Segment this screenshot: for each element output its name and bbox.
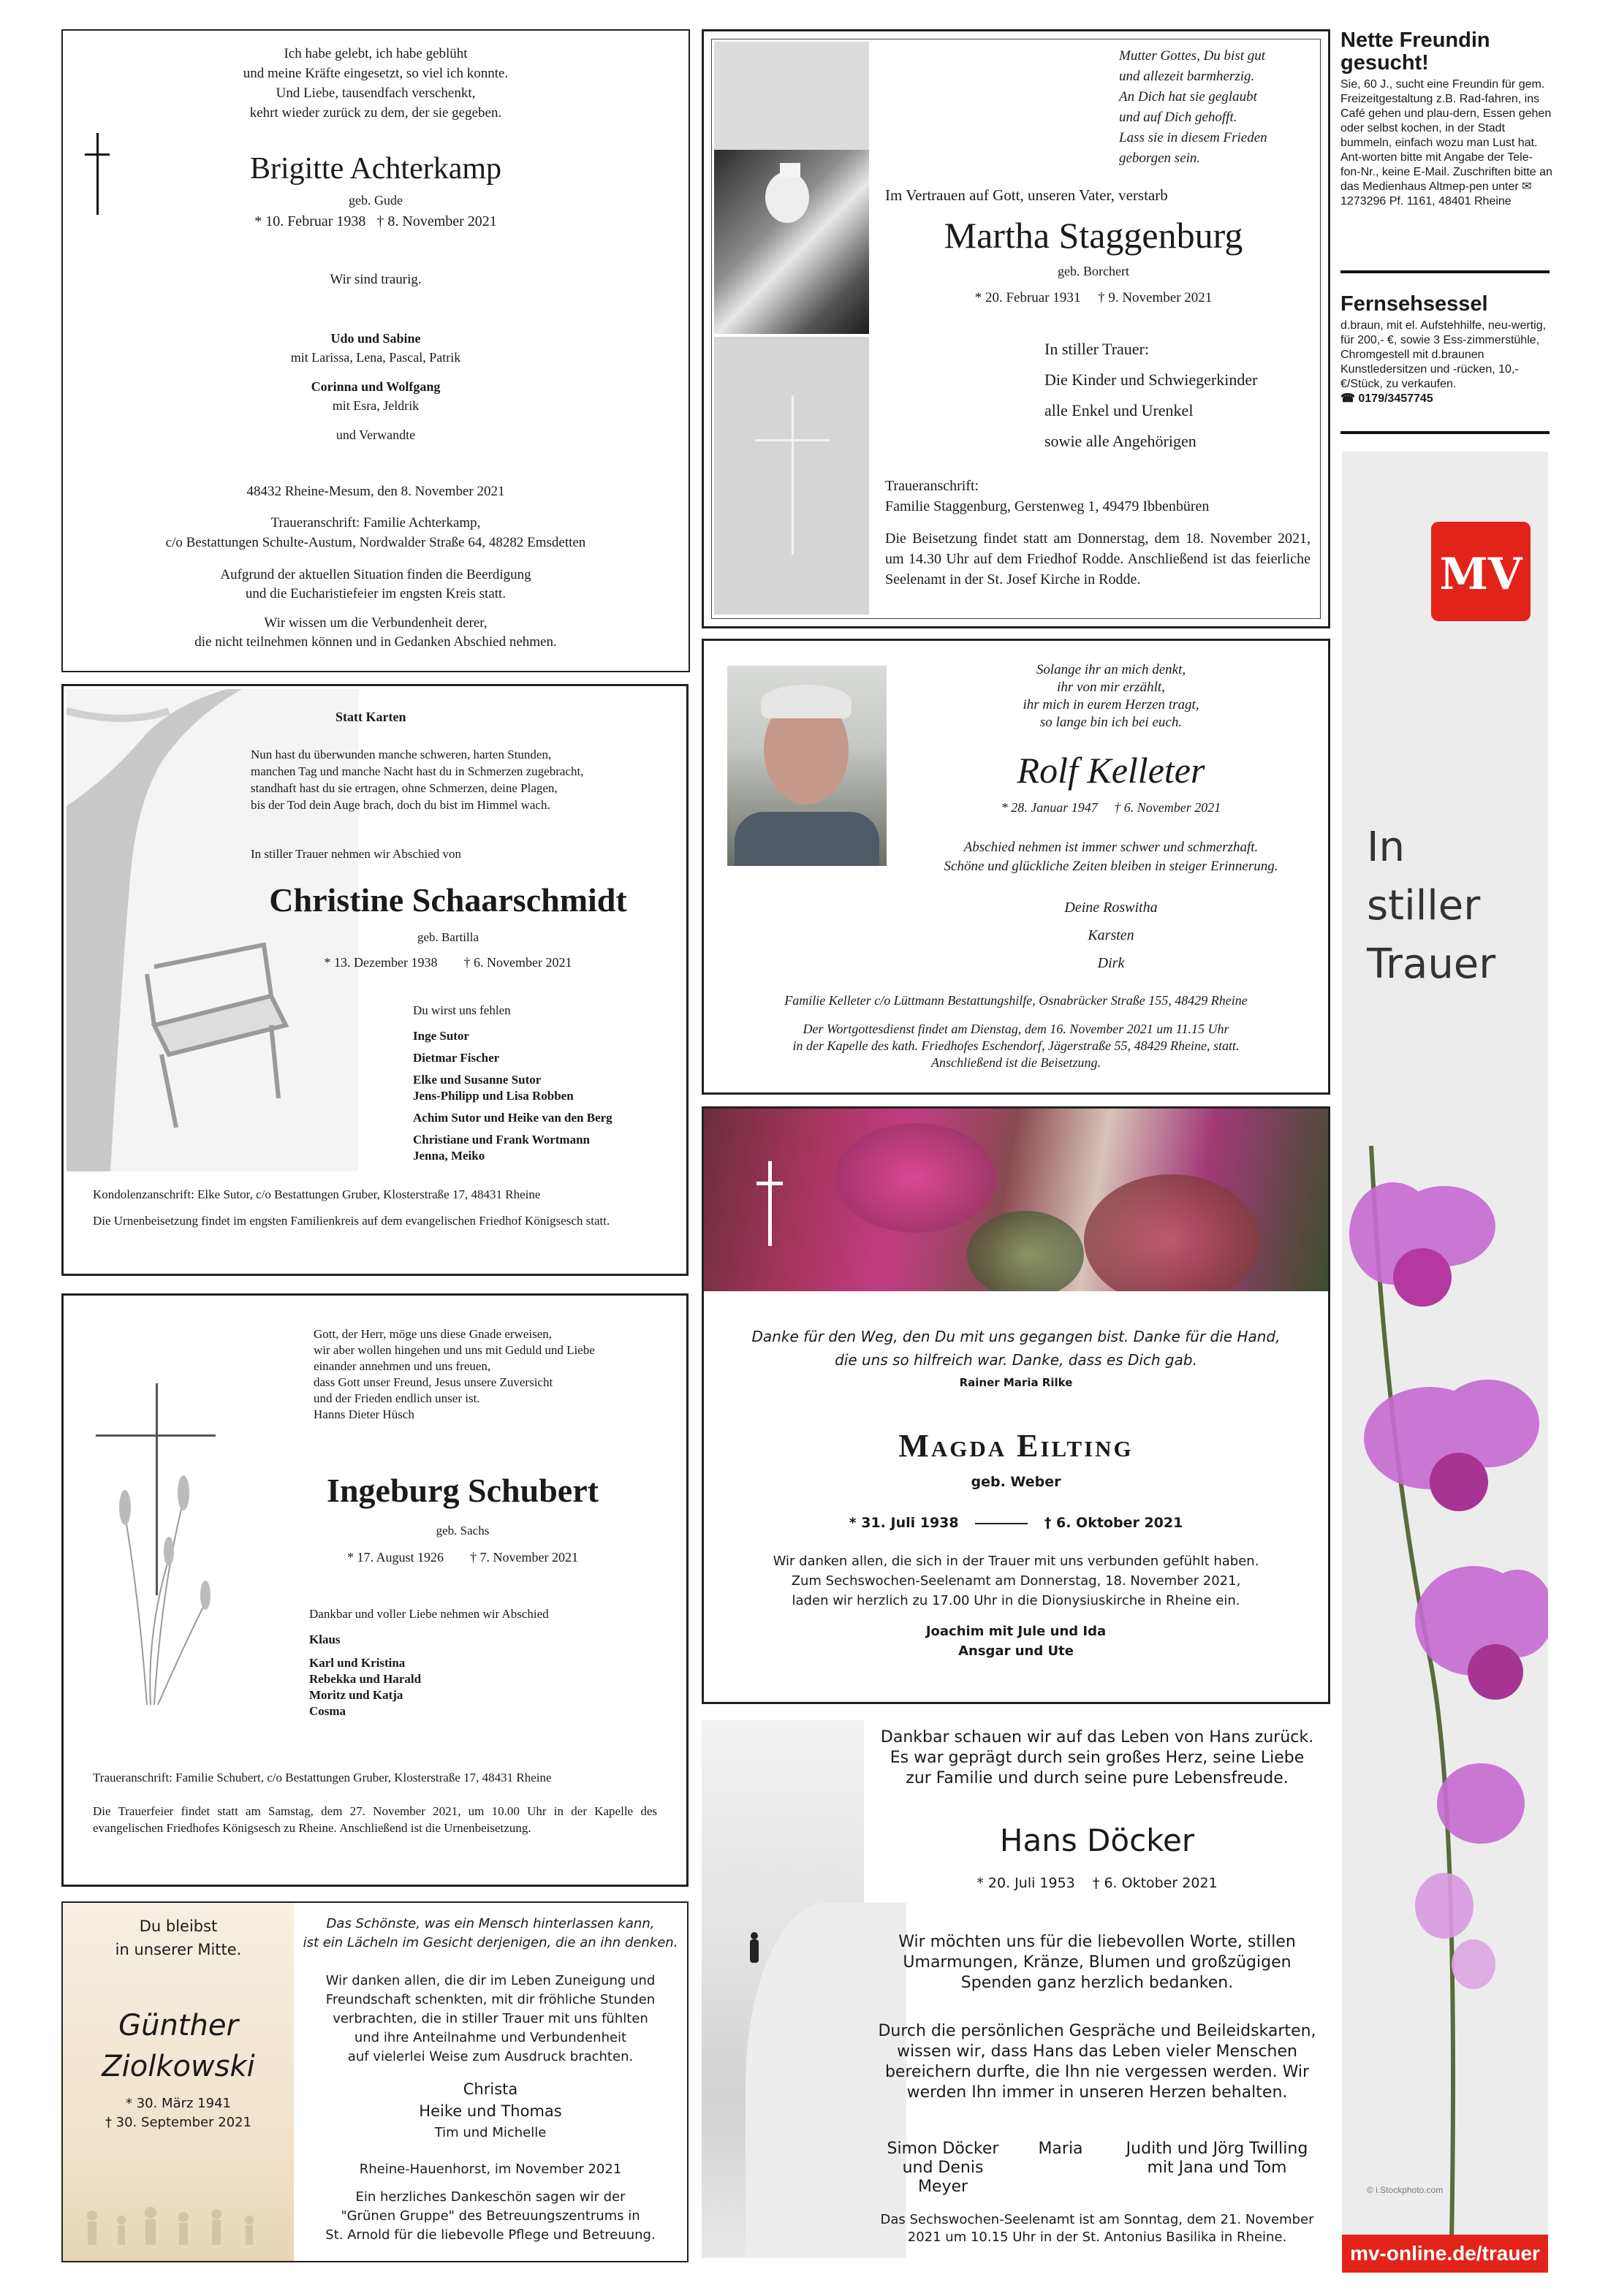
intro: Dankbar und voller Liebe nehmen wir Abschied [309, 1607, 549, 1621]
text-line: bereichern durfte, die Ihn nie vergessen werden. Wir [884, 2063, 1310, 2081]
poem-line: Und Liebe, tausendfach verschenkt, [276, 85, 476, 101]
text-line: Wir danken allen, die dir im Leben Zuneigung und [325, 1973, 656, 1988]
family-member: Rebekka und Harald [309, 1672, 422, 1686]
banner-line: In [1367, 824, 1406, 871]
poem-line: Gott, der Herr, möge uns diese Gnade erweisen, [314, 1327, 552, 1341]
family-member: Judith und Jörg Twilling [1126, 2140, 1308, 2158]
quote-line: ist ein Lächeln im Gesicht derjenigen, die an ihn denken. [303, 1935, 678, 1950]
quote-line: Danke für den Weg, den Du mit uns gegangen bist. Danke für die Hand, [751, 1328, 1281, 1345]
family [901, 894, 1321, 977]
intro: Im Vertrauen auf Gott, unseren Vater, verstarb [885, 186, 1168, 204]
dates: * 28. Januar 1947 † 6. November 2021 [1001, 800, 1221, 815]
quote [901, 838, 1321, 876]
deceased-name [63, 2005, 294, 2087]
text-line: Umarmungen, Kränze, Blumen und großzügigen [903, 1953, 1292, 1972]
text-line: wissen wir, dass Hans das Leben vieler Menschen [897, 2042, 1297, 2061]
note-line: Aufgrund der aktuellen Situation finden die Beerdigung [220, 567, 531, 582]
miss-text: Du wirst uns fehlen [413, 1003, 511, 1017]
text-line: werden Ihn immer in unseren Herzen behalten. [906, 2083, 1288, 2102]
madonna-image [714, 42, 869, 334]
ad-text: d.braun, mit el. Aufstehhilfe, neu-wertig, für 200,- €, sowie 3 Ess-zimmerstühle, Chromgestell mit d.braunen Kunstledersitzen und -rücken, 10,- €/Stück, zu verkaufen. [1340, 319, 1547, 390]
notice-schubert [61, 1293, 689, 1887]
mv-logo-text: MV [1439, 549, 1522, 600]
note-line: die nicht teilnehmen können und in Gedanken Abschied nehmen. [194, 634, 557, 650]
address: Familie Kelleter c/o Lüttmann Bestattungshilfe, Osnabrücker Straße 155, 48429 Rheine [784, 993, 1248, 1008]
nee: geb. Borchert [1058, 264, 1129, 278]
family-1 [877, 2140, 1009, 2197]
family [704, 1622, 1328, 1661]
deceased-name: Magda Eilting [898, 1428, 1134, 1464]
text-line: Zum Sechswochen-Seelenamt am Donnerstag, 18. November 2021, [791, 1573, 1241, 1589]
quote-line: Das Schönste, was ein Mensch hinterlassen kann, [326, 1916, 655, 1931]
note: Die Urnenbeisetzung findet im engsten Familienkreis auf dem evangelischen Friedhof Königsesch statt. [93, 1214, 610, 1228]
notice-staggenburg [702, 29, 1330, 628]
footer [864, 2211, 1330, 2246]
text-line: "Grünen Gruppe" des Betreuungszentrums in [341, 2208, 640, 2224]
poem-line: Nun hast du überwunden manche schweren, harten Stunden, [251, 748, 552, 761]
text-line: und ihre Anteilnahme und Verbundenheit [354, 2030, 627, 2045]
quote [294, 1915, 687, 1953]
text-line: St. Arnold für die liebevolle Pflege und Betreuung. [325, 2227, 656, 2243]
family-member: Moritz und Katja [309, 1688, 403, 1702]
nee: geb. Bartilla [417, 930, 479, 944]
deceased-name: Christine Schaarschmidt [269, 881, 627, 919]
service-line: Der Wortgottesdienst findet am Dienstag, dem 16. November 2021 um 11.15 Uhr [803, 1022, 1229, 1036]
ad-phone: ☎ 0179/3457745 [1340, 392, 1433, 405]
address [885, 476, 1209, 517]
thanks-text [704, 1551, 1328, 1611]
poem-line: kehrt wieder zurück zu dem, der sie gegeben. [249, 105, 502, 121]
special-thanks [294, 2188, 687, 2245]
address [63, 513, 689, 552]
family-member: Elke und Susanne Sutor [413, 1073, 542, 1087]
image-credit: © i.Stockphoto.com [1367, 2185, 1444, 2195]
text-line: Wir möchten uns für die liebevollen Worte, stillen [898, 1933, 1296, 1951]
poem-line: ihr von mir erzählt, [1057, 680, 1165, 695]
poem [251, 746, 583, 813]
poem-line: und allezeit barmherzig. [1119, 69, 1255, 84]
family-member: Joachim mit Jule und Ida [925, 1624, 1107, 1639]
family-member: Karsten [1088, 927, 1134, 943]
family-member: mit Larissa, Lena, Pascal, Patrik [290, 350, 461, 365]
poem-line: und meine Kräfte eingesetzt, so viel ich konnte. [243, 66, 509, 81]
poem-line: Solange ihr an mich denkt, [1036, 662, 1186, 677]
orchid-image [1342, 1146, 1548, 2242]
birth-date: * 30. März 1941 [125, 2096, 231, 2111]
deceased-name: Brigitte Achterkamp [249, 152, 502, 186]
notice-schaarschmidt [61, 684, 689, 1276]
mourner: In stiller Trauer: [1044, 340, 1149, 358]
text-line: Spenden ganz herzlich bedanken. [960, 1974, 1234, 1992]
ad-separator [1340, 270, 1550, 273]
family-member: Dietmar Fischer [413, 1051, 500, 1065]
dates: * 20. Februar 1931 † 9. November 2021 [974, 290, 1213, 305]
family-3 [1111, 2140, 1323, 2178]
dates: * 10. Februar 1938 † 8. November 2021 [254, 213, 497, 229]
family-member: Jenna, Meiko [413, 1149, 485, 1163]
statt-karten: Statt Karten [335, 710, 406, 724]
poem-author: Hanns Dieter Hüsch [314, 1407, 414, 1421]
thanks-1 [864, 1932, 1330, 1993]
family-member: Inge Sutor [413, 1029, 469, 1043]
family-member: Tim und Michelle [434, 2125, 547, 2140]
nee: geb. Sachs [436, 1524, 490, 1537]
beach-image [702, 1720, 864, 2258]
text-line: Durch die persönlichen Gespräche und Beileidskarten, [878, 2022, 1316, 2040]
family-member: Simon Döcker [887, 2140, 999, 2158]
family [63, 329, 689, 444]
family-member: Karl und Kristina [309, 1656, 406, 1670]
intro: In stiller Trauer nehmen wir Abschied von [251, 847, 462, 861]
mourners [1044, 334, 1257, 457]
quote-line: Schöne und glückliche Zeiten bleiben in steiger Erinnerung. [944, 859, 1278, 874]
family-member: Christa [463, 2080, 518, 2098]
place-date: 48432 Rheine-Mesum, den 8. November 2021 [246, 484, 505, 499]
mourner: sowie alle Angehörigen [1044, 432, 1196, 450]
text-line: verbrachten, die in stiller Trauer mit uns fühlten [333, 2011, 648, 2026]
ad-text: Sie, 60 J., sucht eine Freundin für gem. Freizeitgestaltung z.B. Rad-fahren, ins Café gehen und plau-dern, Essen gehen oder selbst kochen, in der Stadt bummeln, einfach wozu man Lust hat. Ant-worten bitte mit Angabe der Tele-fon-Nr., keine E-Mail. Zuschriften bitte an das Medienhaus Altmep-pen unter ✉ 1273296 Pf. 1161, 48401 Rheine [1340, 78, 1552, 208]
address-line: Traueranschrift: Familie Achterkamp, [270, 515, 481, 531]
quote-author: Rainer Maria Rilke [959, 1376, 1073, 1389]
notice-ziolkowski [61, 1901, 689, 2262]
poem-line: dass Gott unser Freund, Jesus unsere Zuversicht [314, 1375, 553, 1389]
poem-line: standhaft hast du sie ertragen, ohne Schmerzen, deine Plagen, [251, 781, 558, 795]
poem-line: Ich habe gelebt, ich habe geblüht [284, 46, 468, 61]
notice-doecker [702, 1720, 1330, 2258]
note-line: und die Eucharistiefeier im engsten Kreis statt. [245, 586, 507, 601]
poem-line: manchen Tag und manche Nacht hast du in Schmerzen zugebracht, [251, 764, 584, 778]
family-member: mit Jana und Tom [1147, 2159, 1287, 2177]
note [63, 566, 689, 652]
notice-eilting [702, 1106, 1330, 1704]
heading [63, 1915, 294, 1961]
mourner: Die Kinder und Schwiegerkinder [1044, 370, 1258, 389]
family-member: Udo und Sabine [330, 331, 421, 346]
text-line: laden wir herzlich zu 17.00 Uhr in die Dionysiuskirche in Rheine ein. [792, 1593, 1240, 1608]
dates: * 17. August 1926 † 7. November 2021 [347, 1550, 578, 1565]
ad-separator [1340, 431, 1550, 434]
nee: geb. Weber [971, 1474, 1061, 1490]
family-member: Achim Sutor und Heike van den Berg [413, 1111, 613, 1125]
cross-panel [714, 337, 869, 615]
family-member: Corinna und Wolfgang [311, 379, 441, 394]
intro-line: Dankbar schauen wir auf das Leben von Hans zurück. [880, 1728, 1314, 1746]
family [413, 1028, 613, 1164]
deceased-name: Ingeburg Schubert [327, 1472, 599, 1509]
family-member: Ansgar und Ute [958, 1643, 1074, 1659]
wheat-cross-image [96, 1339, 235, 1705]
birth-date: * 31. Juli 1938 [849, 1515, 959, 1531]
deceased-name: Hans Döcker [999, 1822, 1195, 1858]
footer-line: Das Sechswochen-Seelenamt ist am Sonntag, dem 21. November [880, 2212, 1314, 2227]
last-name: Ziolkowski [102, 2050, 255, 2083]
thanks-text [294, 1972, 687, 2067]
banner-line: stiller [1367, 882, 1481, 930]
deceased-name: Rolf Kelleter [1017, 750, 1205, 791]
family-member: mit Esra, Jeldrik [332, 398, 420, 413]
family-member: Heike und Thomas [419, 2102, 562, 2120]
mv-logo [1431, 522, 1531, 621]
quote-line: Abschied nehmen ist immer schwer und schmerzhaft. [963, 840, 1259, 855]
place-date: Rheine-Hauenhorst, im November 2021 [359, 2162, 622, 2177]
ad-title: Nette Freundin gesucht! [1340, 28, 1490, 75]
intro [864, 1727, 1330, 1789]
poem [314, 1326, 595, 1423]
quote-line: die uns so hilfreich war. Danke, dass es Dich gab. [835, 1351, 1197, 1369]
address: Kondolenzanschrift: Elke Sutor, c/o Bestattungen Gruber, Klosterstraße 17, 48431 Rheine [93, 1187, 541, 1201]
deceased-name: Martha Staggenburg [944, 215, 1243, 256]
heading-line: in unserer Mitte. [115, 1941, 242, 1958]
service-line: Anschließend ist die Beisetzung. [931, 1055, 1101, 1070]
banner-url-bar[interactable] [1342, 2235, 1548, 2273]
service-line: in der Kapelle des kath. Friedhofes Eschendorf, Jägerstraße 55, 48429 Rheine, statt. [792, 1038, 1240, 1053]
banner-url[interactable]: mv-online.de/trauer [1350, 2242, 1540, 2265]
dates [704, 1515, 1328, 1531]
intro-line: zur Familie und durch seine pure Lebensfreude. [906, 1769, 1289, 1787]
sad-text: Wir sind traurig. [330, 272, 422, 287]
address-line: Familie Staggenburg, Gerstenweg 1, 49479 Ibbenbüren [885, 498, 1210, 514]
quote [704, 1325, 1328, 1372]
nee: geb. Gude [349, 193, 403, 208]
banner-heading [1367, 818, 1495, 994]
banner-line: Trauer [1367, 940, 1496, 988]
text-line: Freundschaft schenkten, mit dir fröhliche Stunden [325, 1992, 656, 2007]
family-2: Maria [1038, 2140, 1083, 2158]
dates: * 13. Dezember 1938 † 6. November 2021 [324, 955, 572, 970]
first-name: Günther [118, 2009, 238, 2042]
cross-icon [755, 1161, 784, 1246]
family [309, 1632, 421, 1719]
notice-achterkamp [61, 29, 690, 672]
mv-banner [1342, 452, 1548, 2273]
poem-line: so lange bin ich bei euch. [1039, 715, 1183, 730]
poem-line: und der Frieden endlich unser ist. [314, 1391, 480, 1405]
family-member: Jens-Philipp und Lisa Robben [413, 1089, 574, 1103]
family [294, 2078, 687, 2144]
poem-line: und auf Dich gehofft. [1119, 110, 1237, 125]
thanks-2 [864, 2021, 1330, 2103]
note-line: Wir wissen um die Verbundenheit derer, [264, 615, 488, 631]
poem [63, 44, 689, 123]
poem-line: Mutter Gottes, Du bist gut [1119, 48, 1266, 64]
family-member: Dirk [1097, 955, 1125, 971]
text-line: auf vielerlei Weise zum Ausdruck brachten. [347, 2049, 634, 2064]
footer-line: 2021 um 10.15 Uhr in der St. Antonius Basilika in Rheine. [907, 2230, 1287, 2245]
family-member: Klaus [309, 1632, 341, 1646]
intro-line: Es war geprägt durch sein großes Herz, seine Liebe [890, 1749, 1305, 1767]
address: Traueranschrift: Familie Schubert, c/o Bestattungen Gruber, Klosterstraße 17, 48431 Rheine [93, 1771, 552, 1784]
service-info [704, 1021, 1328, 1071]
poem-line: ihr mich in eurem Herzen tragt, [1023, 697, 1199, 712]
notice-kelleter [702, 639, 1330, 1095]
family-member: und Denis Meyer [902, 2159, 984, 2196]
dates [63, 2094, 294, 2132]
poem-line: An Dich hat sie geglaubt [1119, 89, 1257, 104]
poem [901, 661, 1321, 731]
death-date: † 6. Oktober 2021 [1044, 1515, 1183, 1531]
left-panel [63, 1903, 294, 2261]
heading-line: Du bleibst [139, 1917, 218, 1935]
classified-freundin [1340, 29, 1552, 209]
text-line: Ein herzliches Dankeschön sagen wir der [355, 2189, 626, 2205]
dates: * 20. Juli 1953 † 6. Oktober 2021 [976, 1875, 1218, 1891]
family-member: und Verwandte [335, 427, 416, 442]
family-member: Deine Roswitha [1064, 900, 1158, 916]
poem [923, 46, 1299, 169]
note: Die Trauerfeier findet statt am Samstag, dem 27. November 2021, um 10.00 Uhr in der Kapelle des evangelischen Friedhofes Königsesch zu Rheine. Anschließend ist die Urnenbeisetzung. [93, 1804, 657, 1835]
poem-line: bis der Tod dein Auge brach, doch du bist im Himmel wach. [251, 798, 550, 812]
death-date: † 30. September 2021 [105, 2115, 252, 2130]
address-line: c/o Bestattungen Schulte-Austum, Nordwalder Straße 64, 48282 Emsdetten [165, 535, 586, 550]
text-line: Wir danken allen, die sich in der Trauer mit uns verbunden gefühlt haben. [773, 1554, 1259, 1569]
poem-line: geborgen sein. [1119, 151, 1201, 166]
address-line: Traueranschrift: [885, 478, 979, 494]
poem-line: Lass sie in diesem Frieden [1119, 130, 1267, 145]
berries-image [704, 1109, 1328, 1291]
mourner: alle Enkel und Urenkel [1044, 401, 1194, 419]
family-member: Cosma [309, 1704, 346, 1718]
family-member: Christiane und Frank Wortmann [413, 1133, 590, 1147]
poem-line: einander annehmen und uns freuen, [314, 1359, 491, 1373]
funeral-info: Die Beisetzung findet statt am Donnerstag, dem 18. November 2021, um 14.30 Uhr auf dem Friedhof Rodde. Anschließend ist das feierliche Seelenamt in der St. Josef Kirche in Rodde. [885, 531, 1311, 588]
family-silhouette-image [63, 2195, 294, 2254]
portrait-photo [727, 666, 887, 866]
poem-line: wir aber wollen hingehen und uns mit Geduld und Liebe [314, 1343, 595, 1357]
ad-title: Fernsehsessel [1340, 292, 1488, 316]
classified-sessel [1340, 292, 1552, 406]
